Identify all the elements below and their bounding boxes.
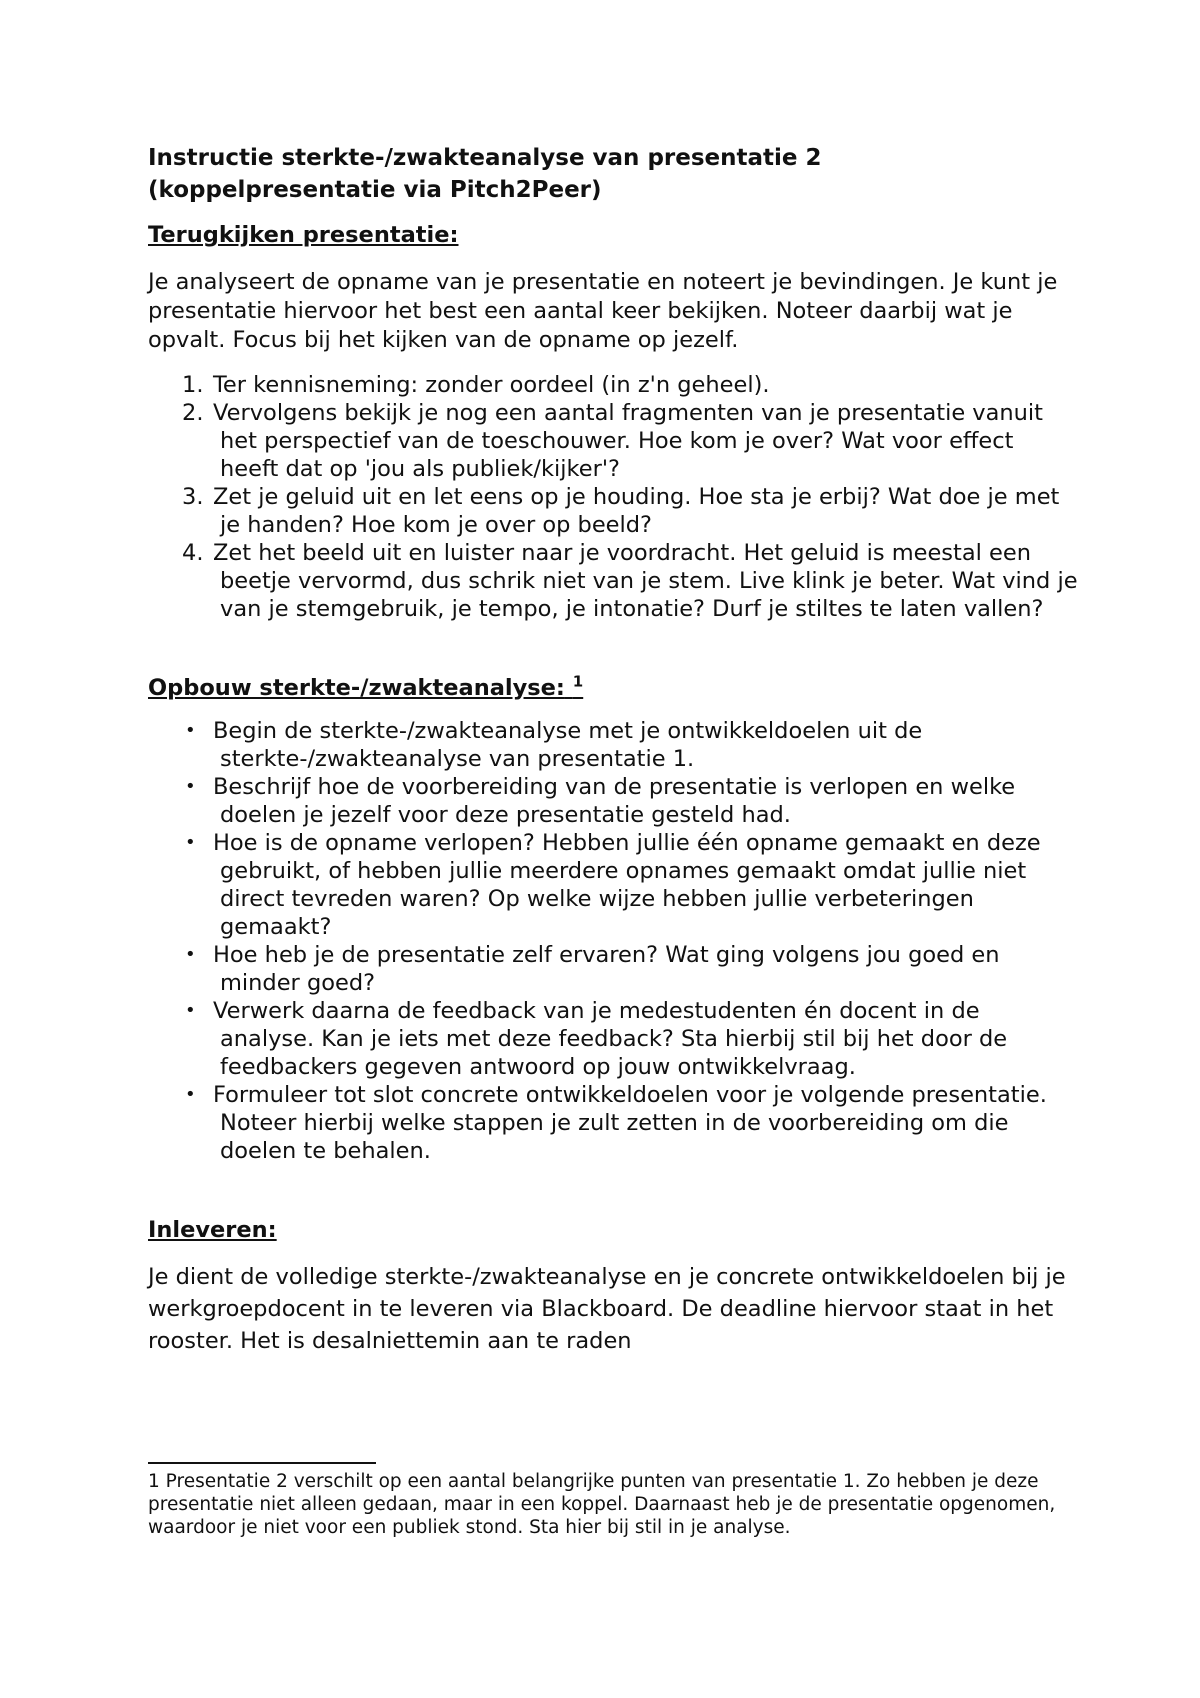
list-item	[148, 997, 1078, 1081]
bullet-text: Verwerk daarna de feedback van je medestudenten én docent in de analyse. Kan je iets met deze feedback? Sta hierbij stil bij het door de feedbackers gegeven antwoord op jouw ontwikkelvraag.	[213, 998, 1008, 1080]
list-item	[148, 829, 1078, 941]
step-text: Ter kennisneming: zonder oordeel (in z'n geheel).	[213, 372, 770, 398]
document-page	[148, 142, 1078, 1357]
list-item	[148, 773, 1078, 829]
step-number: 1.	[182, 372, 204, 398]
title-line-2: (koppelpresentatie via Pitch2Peer)	[148, 177, 602, 203]
footnote-separator	[148, 1462, 376, 1464]
bullet-icon: •	[185, 776, 196, 797]
bullet-icon: •	[185, 720, 196, 741]
footnote-text: Presentatie 2 verschilt op een aantal belangrijke punten van presentatie 1. Zo hebben je deze presentatie niet alleen gedaan, maar in een koppel. Daarnaast heb je de presentatie opgenomen, waardoor je niet voor een publiek stond. Sta hier bij stil in je analyse.	[148, 1471, 1056, 1538]
list-item	[148, 717, 1078, 773]
step-number: 3.	[182, 484, 204, 510]
bullet-icon: •	[185, 1084, 196, 1105]
step-text: Zet je geluid uit en let eens op je houding. Hoe sta je erbij? Wat doe je met je handen? Hoe kom je over op beeld?	[213, 484, 1060, 538]
steps-list	[148, 371, 1078, 623]
bullet-icon: •	[185, 944, 196, 965]
step-number: 2.	[182, 400, 204, 426]
intro-paragraph: Je analyseert de opname van je presentatie en noteert je bevindingen. Je kunt je presentatie hiervoor het best een aantal keer bekijken. Noteer daarbij wat je opvalt. Focus bij het kijken van de opname op jezelf.	[148, 269, 1058, 353]
step-number: 4.	[182, 540, 204, 566]
bullet-text: Begin de sterkte-/zwakteanalyse met je ontwikkeldoelen uit de sterkte-/zwakteanalyse van presentatie 1.	[213, 718, 923, 772]
bullet-text: Hoe heb je de presentatie zelf ervaren? Wat ging volgens jou goed en minder goed?	[213, 942, 1000, 996]
list-item	[148, 371, 1078, 399]
list-item	[148, 1081, 1078, 1165]
section-heading-terugkijken: Terugkijken presentatie:	[148, 222, 459, 248]
list-item	[148, 941, 1078, 997]
list-item	[148, 483, 1078, 539]
step-text: Zet het beeld uit en luister naar je voordracht. Het geluid is meestal een beetje vervormd, dus schrik niet van je stem. Live klink je beter. Wat vind je van je stemgebruik, je tempo, je intonatie? Durf je stiltes te laten vallen?	[213, 540, 1078, 622]
bullet-text: Hoe is de opname verlopen? Hebben jullie één opname gemaakt en deze gebruikt, of hebben jullie meerdere opnames gemaakt omdat jullie niet direct tevreden waren? Op welke wijze hebben jullie verbeteringen gemaakt?	[213, 830, 1041, 940]
bullet-icon: •	[185, 832, 196, 853]
footnote-reference[interactable]: 1	[572, 672, 584, 691]
bullet-icon: •	[185, 1000, 196, 1021]
title-line-1: Instructie sterkte-/zwakteanalyse van presentatie 2	[148, 145, 822, 171]
footnote	[148, 1470, 1068, 1539]
bullet-text: Beschrijf hoe de voorbereiding van de presentatie is verlopen en welke doelen je jezelf voor deze presentatie gesteld had.	[213, 774, 1016, 828]
list-item	[148, 539, 1078, 623]
section-heading-opbouw	[148, 673, 1078, 703]
list-item	[148, 399, 1078, 483]
step-text: Vervolgens bekijk je nog een aantal fragmenten van je presentatie vanuit het perspectief van de toeschouwer. Hoe kom je over? Wat voor effect heeft dat op 'jou als publiek/kijker'?	[213, 400, 1044, 482]
section-heading-inleveren: Inleveren:	[148, 1217, 277, 1243]
footnote-number: 1	[148, 1471, 160, 1492]
opbouw-bullet-list	[148, 717, 1078, 1165]
document-title	[148, 142, 1078, 206]
inleveren-paragraph: Je dient de volledige sterkte-/zwakteanalyse en je concrete ontwikkeldoelen bij je werkgroepdocent in te leveren via Blackboard. De deadline hiervoor staat in het rooster. Het is desalniettemin aan te raden	[148, 1264, 1066, 1354]
opbouw-heading-text: Opbouw sterkte-/zwakteanalyse:	[148, 675, 565, 701]
bullet-text: Formuleer tot slot concrete ontwikkeldoelen voor je volgende presentatie. Noteer hierbij welke stappen je zult zetten in de voorbereiding om die doelen te behalen.	[213, 1082, 1047, 1164]
